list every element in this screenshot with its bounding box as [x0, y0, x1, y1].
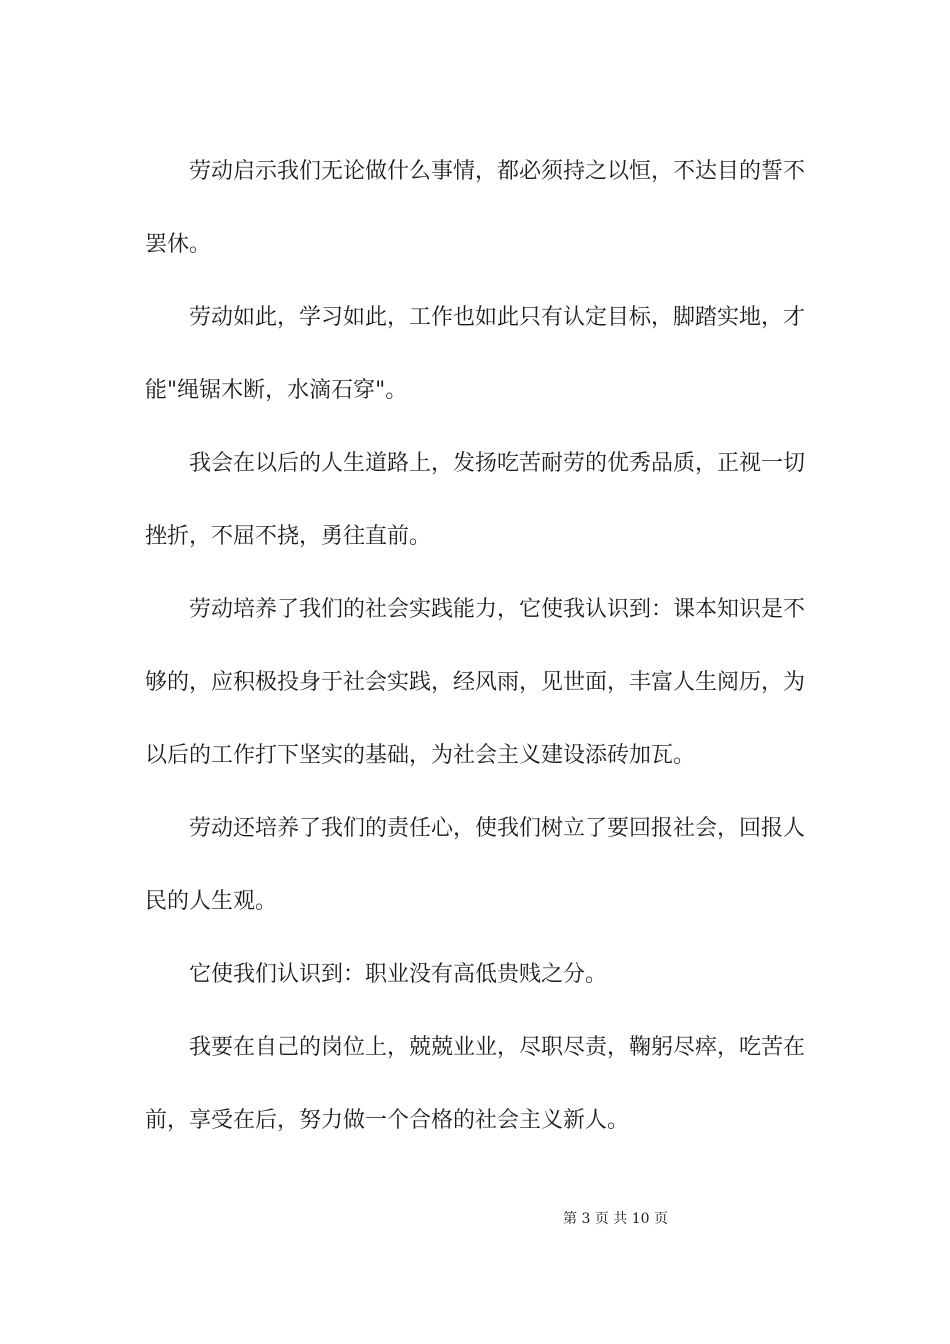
paragraph-5: 劳动还培养了我们的责任心，使我们树立了要回报社会，回报人民的人生观。 [145, 816, 806, 914]
document-body [145, 135, 825, 1157]
paragraph-3: 我会在以后的人生道路上，发扬吃苦耐劳的优秀品质，正视一切挫折，不屈不挠，勇往直前。 [145, 451, 806, 549]
paragraph-6: 它使我们认识到：职业没有高低贵贱之分。 [189, 962, 608, 987]
paragraph-4: 劳动培养了我们的社会实践能力，它使我认识到：课本知识是不够的，应积极投身于社会实践，经风雨，见世面，丰富人生阅历，为以后的工作打下坚实的基础，为社会主义建设添砖加瓦。 [145, 597, 806, 768]
page-number-label: 第 3 页 共 10 页 [563, 1211, 668, 1227]
paragraph-2: 劳动如此，学习如此，工作也如此只有认定目标，脚踏实地，才能"绳锯木断，水滴石穿"。 [145, 305, 806, 403]
paragraph-7: 我要在自己的岗位上，兢兢业业，尽职尽责，鞠躬尽瘁，吃苦在前，享受在后，努力做一个合格的社会主义新人。 [145, 1035, 806, 1133]
paragraph-1: 劳动启示我们无论做什么事情，都必须持之以恒，不达目的誓不罢休。 [145, 159, 806, 257]
